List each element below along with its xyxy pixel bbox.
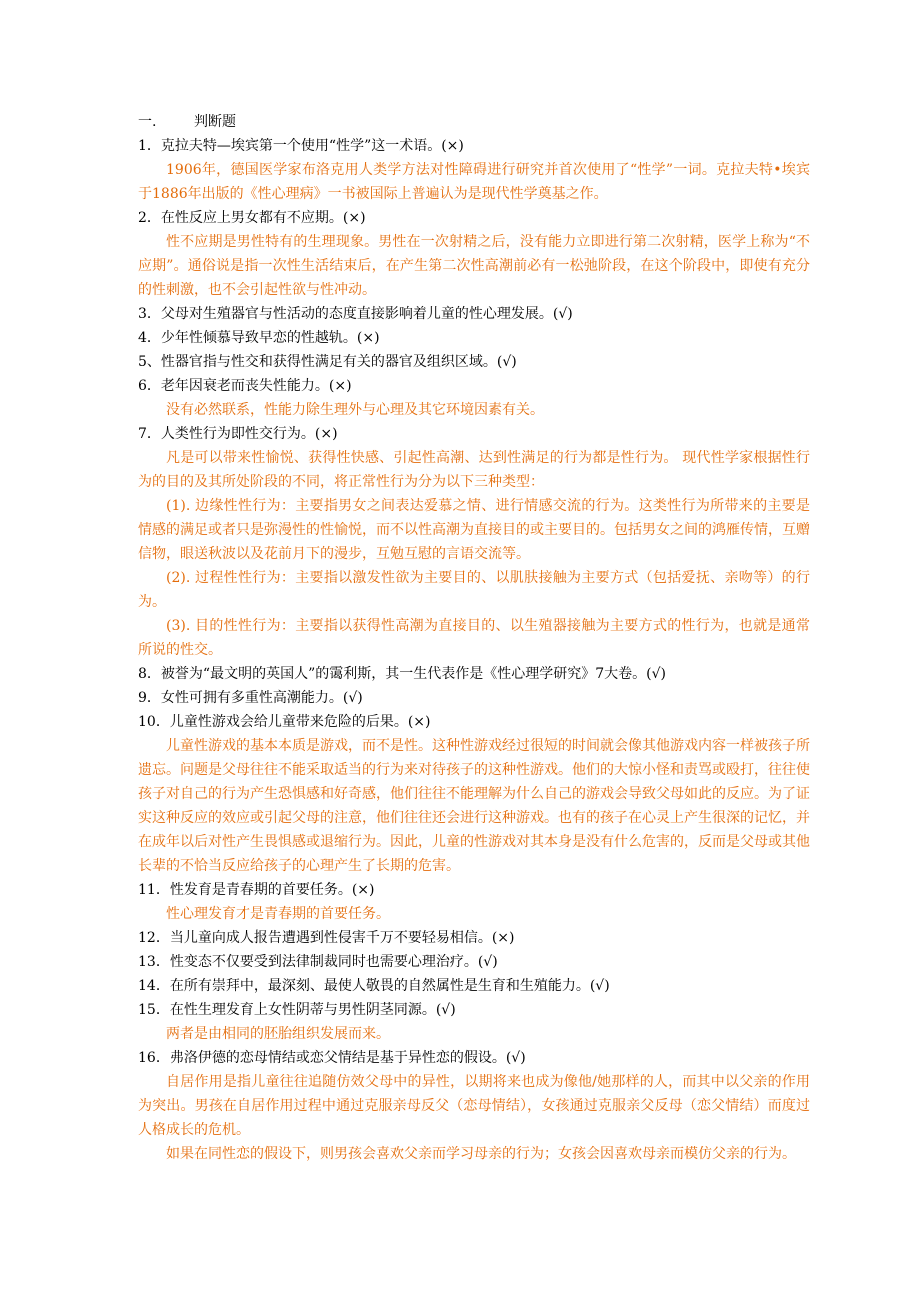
explanation-6: 没有必然联系，性能力除生理外与心理及其它环境因素有关。 bbox=[166, 402, 544, 418]
question-3: 3．父母对生殖器官与性活动的态度直接影响着儿童的性心理发展。(√) bbox=[138, 306, 573, 322]
question-4: 4．少年性倾慕导致早恋的性越轨。(×) bbox=[138, 330, 380, 346]
explanation-7-type-2: (2). 过程性性行为：主要指以激发性欲为主要目的、以肌肤接触为主要方式（包括爱抚、亲吻等）的行为。 bbox=[138, 570, 810, 610]
question-13: 13．性变态不仅要受到法律制裁同时也需要心理治疗。(√) bbox=[138, 954, 498, 970]
section-title: 判断题 bbox=[194, 114, 236, 130]
question-2: 2．在性反应上男女都有不应期。(×) bbox=[138, 210, 366, 226]
explanation-7-intro: 凡是可以带来性愉悦、获得性快感、引起性高潮、达到性满足的行为都是性行为。 现代性学家根据性行为的目的及其所处阶段的不同，将正常性行为分为以下三种类型： bbox=[138, 450, 810, 490]
question-12: 12．当儿童向成人报告遭遇到性侵害千万不要轻易相信。(×) bbox=[138, 930, 515, 946]
explanation-11: 性心理发育才是青春期的首要任务。 bbox=[166, 906, 390, 922]
section-heading bbox=[138, 110, 810, 134]
explanation-2: 性不应期是男性特有的生理现象。男性在一次射精之后，没有能力立即进行第二次射精，医学上称为“不应期”。通俗说是指一次性生活结束后，在产生第二次性高潮前必有一松弛阶段，在这个阶段中，即使有充分的性刺激，也不会引起性欲与性冲动。 bbox=[138, 234, 810, 298]
section-number: 一. bbox=[138, 114, 157, 130]
explanation-16-b: 如果在同性恋的假设下，则男孩会喜欢父亲而学习母亲的行为；女孩会因喜欢母亲而模仿父亲的行为。 bbox=[166, 1146, 796, 1162]
explanation-16-a: 自居作用是指儿童往往追随仿效父母中的异性，以期将来也成为像他/她那样的人，而其中以父亲的作用为突出。男孩在自居作用过程中通过克服亲母反父（恋母情结），女孩通过克服亲父反母（恋父情结）而度过人格成长的危机。 bbox=[138, 1074, 810, 1138]
question-1: 1．克拉夫特—埃宾第一个使用“性学”这一术语。(×) bbox=[138, 138, 464, 154]
question-16: 16．弗洛伊德的恋母情结或恋父情结是基于异性恋的假设。(√) bbox=[138, 1050, 526, 1066]
question-15: 15．在性生理发育上女性阴蒂与男性阴茎同源。(√) bbox=[138, 1002, 456, 1018]
explanation-15: 两者是由相同的胚胎组织发展而来。 bbox=[166, 1026, 390, 1042]
question-9: 9．女性可拥有多重性高潮能力。(√) bbox=[138, 690, 363, 706]
explanation-7-type-1: (1). 边缘性性行为：主要指男女之间表达爱慕之情、进行情感交流的行为。这类性行为所带来的主要是情感的满足或者只是弥漫性的性愉悦，而不以性高潮为直接目的或主要目的。包括男女之间的鸿雁传情，互赠信物，眼送秋波以及花前月下的漫步，互勉互慰的言语交流等。 bbox=[138, 498, 810, 562]
explanation-1: 1906年，德国医学家布洛克用人类学方法对性障碍进行研究并首次使用了“性学”一词。克拉夫特•埃宾于1886年出版的《性心理病》一书被国际上普遍认为是现代性学奠基之作。 bbox=[138, 162, 810, 202]
question-8: 8．被誉为“最文明的英国人”的霭利斯，其一生代表作是《性心理学研究》7大卷。(√) bbox=[138, 666, 666, 682]
explanation-10: 儿童性游戏的基本本质是游戏，而不是性。这种性游戏经过很短的时间就会像其他游戏内容一样被孩子所遗忘。问题是父母往往不能采取适当的行为来对待孩子的这种性游戏。他们的大惊小怪和责骂或殴打，往往使孩子对自己的行为产生恐惧感和好奇感，他们往往不能理解为什么自己的游戏会导致父母如此的反应。为了证实这种反应的效应或引起父母的注意，他们往往还会进行这种游戏。也有的孩子在心灵上产生很深的记忆，并在成年以后对性产生畏惧感或退缩行为。因此，儿童的性游戏对其本身是没有什么危害的，反而是父母或其他长辈的不恰当反应给孩子的心理产生了长期的危害。 bbox=[138, 738, 810, 874]
question-6: 6．老年因衰老而丧失性能力。(×) bbox=[138, 378, 352, 394]
question-10: 10．儿童性游戏会给儿童带来危险的后果。(×) bbox=[138, 714, 431, 730]
question-5: 5、性器官指与性交和获得性满足有关的器官及组织区域。(√) bbox=[138, 354, 517, 370]
question-14: 14．在所有崇拜中，最深刻、最使人敬畏的自然属性是生育和生殖能力。(√) bbox=[138, 978, 610, 994]
question-7: 7．人类性行为即性交行为。(×) bbox=[138, 426, 338, 442]
question-11: 11．性发育是青春期的首要任务。(×) bbox=[138, 882, 375, 898]
explanation-7-type-3: (3). 目的性性行为：主要指以获得性高潮为直接目的、以生殖器接触为主要方式的性行为，也就是通常所说的性交。 bbox=[138, 618, 810, 658]
